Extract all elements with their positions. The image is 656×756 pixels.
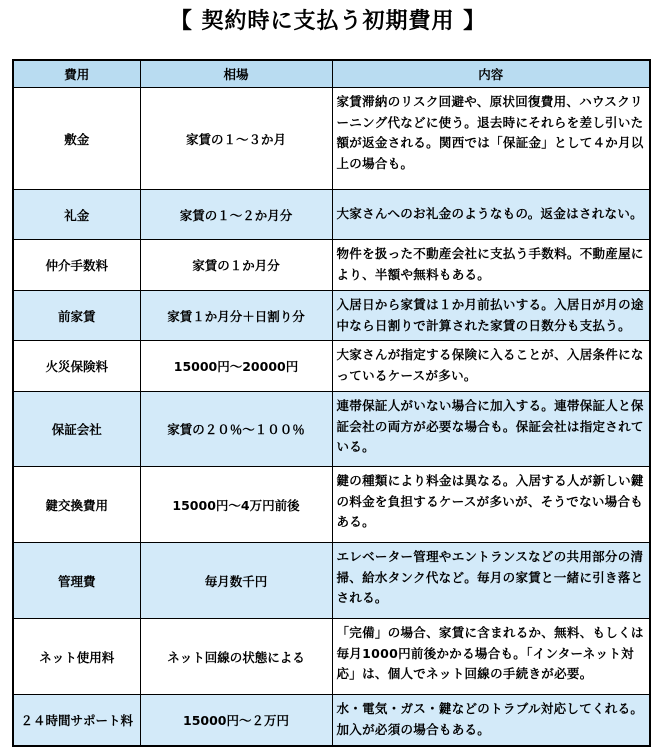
cell-price: 15000円～4万円前後 (140, 467, 332, 543)
cell-desc: 大家さんへのお礼金のようなもの。返金はされない。 (332, 190, 650, 240)
cell-item: 仲介手数料 (13, 240, 140, 291)
cell-desc: 鍵の種類により料金は異なる。入居する人が新しい鍵の料金を負担するケースが多いが、そうでない場合もある。 (332, 467, 650, 543)
cell-desc: 「完備」の場合、家賃に含まれるか、無料、もしくは毎月1000円前後かかる場合も。「インターネット対応」は、個人でネット回線の手続きが必要。 (332, 619, 650, 695)
cell-item: 管理費 (13, 543, 140, 619)
cell-price: 家賃の１か月分 (140, 240, 332, 291)
cell-price: 家賃１か月分＋日割り分 (140, 291, 332, 341)
header-item: 費用 (13, 60, 140, 88)
page-title: 【 契約時に支払う初期費用 】 (169, 9, 487, 34)
cell-desc: 物件を扱った不動産会社に支払う手数料。不動産屋により、半額や無料もある。 (332, 240, 650, 291)
cell-desc: 水・電気・ガス・鍵などのトラブル対応してくれる。加入が必須の場合もある。 (332, 695, 650, 746)
table-row (13, 543, 650, 619)
initial-costs-table (12, 59, 651, 747)
table-row (13, 695, 650, 746)
table-row (13, 341, 650, 392)
cell-desc: 入居日から家賃は１か月前払いする。入居日が月の途中なら日割りで計算された家賃の日数分も支払う。 (332, 291, 650, 341)
table-header-row (13, 60, 650, 88)
cell-price: 家賃の２０％～１００％ (140, 392, 332, 467)
cell-item: 礼金 (13, 190, 140, 240)
table-row (13, 291, 650, 341)
cell-desc: エレベーター管理やエントランスなどの共用部分の清掃、給水タンク代など。毎月の家賃と一緒に引き落とされる。 (332, 543, 650, 619)
cell-item: 火災保険料 (13, 341, 140, 392)
cell-item: 前家賃 (13, 291, 140, 341)
cell-item: 鍵交換費用 (13, 467, 140, 543)
cell-desc: 連帯保証人がいない場合に加入する。連帯保証人と保証会社の両方が必要な場合も。保証会社は指定されている。 (332, 392, 650, 467)
cell-price: 15000円～20000円 (140, 341, 332, 392)
table-row (13, 88, 650, 190)
cell-item: ２４時間サポート料 (13, 695, 140, 746)
table-row (13, 467, 650, 543)
cell-price: ネット回線の状態による (140, 619, 332, 695)
cell-price: 家賃の１～３か月 (140, 88, 332, 190)
cell-item: ネット使用料 (13, 619, 140, 695)
table-row (13, 240, 650, 291)
cell-item: 敷金 (13, 88, 140, 190)
table-row (13, 392, 650, 467)
cell-item: 保証会社 (13, 392, 140, 467)
cell-desc: 家賃滞納のリスク回避や、原状回復費用、ハウスクリーニング代などに使う。退去時にそれらを差し引いた額が返金される。関西では「保証金」として４か月以上の場合も。 (332, 88, 650, 190)
table-row (13, 619, 650, 695)
cell-desc: 大家さんが指定する保険に入ることが、入居条件になっているケースが多い。 (332, 341, 650, 392)
cell-price: 毎月数千円 (140, 543, 332, 619)
cell-price: 15000円～２万円 (140, 695, 332, 746)
cell-price: 家賃の１～２か月分 (140, 190, 332, 240)
table-row (13, 190, 650, 240)
header-desc: 内容 (332, 60, 650, 88)
header-price: 相場 (140, 60, 332, 88)
